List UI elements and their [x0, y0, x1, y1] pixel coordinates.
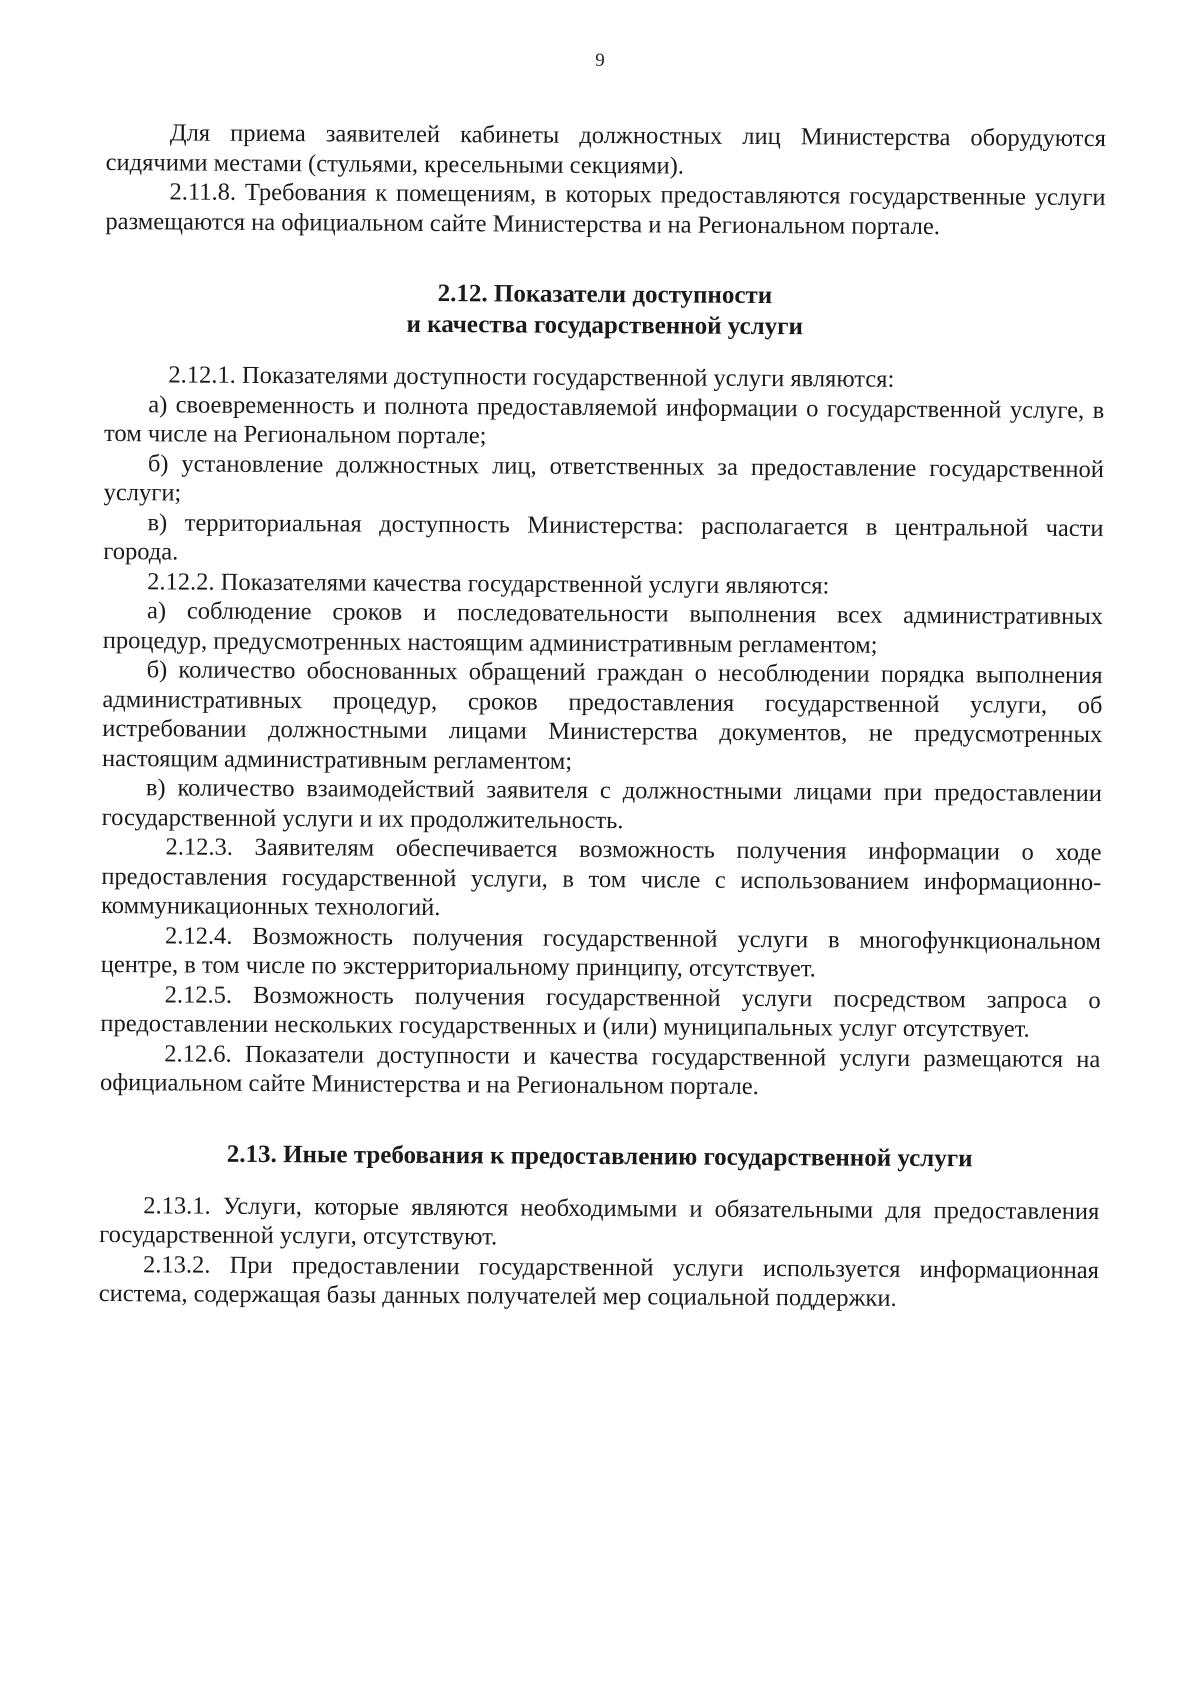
- paragraph-2-13-1: 2.13.1. Услуги, которые являются необходимыми и обязательными для предоставления государственной услуги, отсутствуют.: [99, 1191, 1100, 1251]
- section-heading-2-12-line1: 2.12. Показатели доступности: [437, 280, 773, 310]
- paragraph-2-12-2: 2.12.2. Показателями качества государственной услуги являются:: [147, 567, 830, 599]
- page-number: 9: [595, 50, 605, 71]
- paragraph-2-12-1-v: в) территориальная доступность Министерства: располагается в центральной части города.: [103, 508, 1104, 566]
- paragraph-2-12-4: 2.12.4. Возможность получения государственной услуги в многофункциональном центре, в том числе по экстерриториальному принципу, отсутствует.: [100, 921, 1102, 983]
- paragraph-2-12-2-v: в) количество взаимодействий заявителя с должностными лицами при предоставлении государственной услуги и их продолжительность.: [101, 774, 1102, 834]
- paragraph-2-12-5: 2.12.5. Возможность получения государственной услуги посредством запроса о предоставлении нескольких государственных и (или) муниципальных услуг отсутствует.: [100, 980, 1101, 1043]
- paragraph-2-12-6: 2.12.6. Показатели доступности и качества государственной услуги размещаются на официальном сайте Министерства и на Региональном портале.: [100, 1039, 1101, 1101]
- spacer: [105, 236, 1105, 282]
- paragraph-2-12-1-a: а) своевременность и полнота предоставляемой информации о государственной услуге, в том числе на Региональном портале;: [103, 390, 1105, 450]
- paragraph-reception-seating: Для приема заявителей кабинеты должностных лиц Министерства оборудуются сидячими местами (стульями, кресельными секциями).: [105, 119, 1106, 180]
- section-heading-2-12-line2: и качества государственной услуги: [406, 310, 803, 341]
- paragraph-2-12-2-b: б) количество обоснованных обращений граждан о несоблюдении порядка выполнения административных процедур, сроков предоставления государственной услуги, об истребовании должностными лицами Министерства документов, не предусмотренных настоящим административным регламентом;: [102, 656, 1103, 775]
- paragraph-2-12-2-a: а) соблюдение сроков и последовательности выполнения всех административных процедур, предусмотренных настоящим административным регламентом;: [102, 597, 1104, 659]
- document-body: [99, 118, 1106, 1315]
- section-heading-2-12: [105, 276, 1105, 344]
- section-heading-2-13: 2.13. Иные требования к предоставлению государственной услуги: [226, 1140, 973, 1172]
- paragraph-2-11-8: 2.11.8. Требования к помещениям, в которых предоставляются государственные услуги размещаются на официальном сайте Министерства и на Региональном портале.: [105, 178, 1106, 240]
- paragraph-2-12-1-b: б) установление должностных лиц, ответственных за предоставление государственной услуги;: [103, 449, 1104, 507]
- paragraph-2-13-2: 2.13.2. При предоставлении государственной услуги используется информационная система, содержащая базы данных получателей мер социальной поддержки.: [98, 1250, 1100, 1312]
- spacer: [100, 1097, 1100, 1143]
- paragraph-2-12-3: 2.12.3. Заявителям обеспечивается возможность получения информации о ходе предоставления государственной услуги, в том числе с использованием информационно-коммуникационных технологий.: [101, 833, 1102, 922]
- paragraph-2-12-1: 2.12.1. Показателями доступности государственной услуги являются:: [168, 361, 895, 393]
